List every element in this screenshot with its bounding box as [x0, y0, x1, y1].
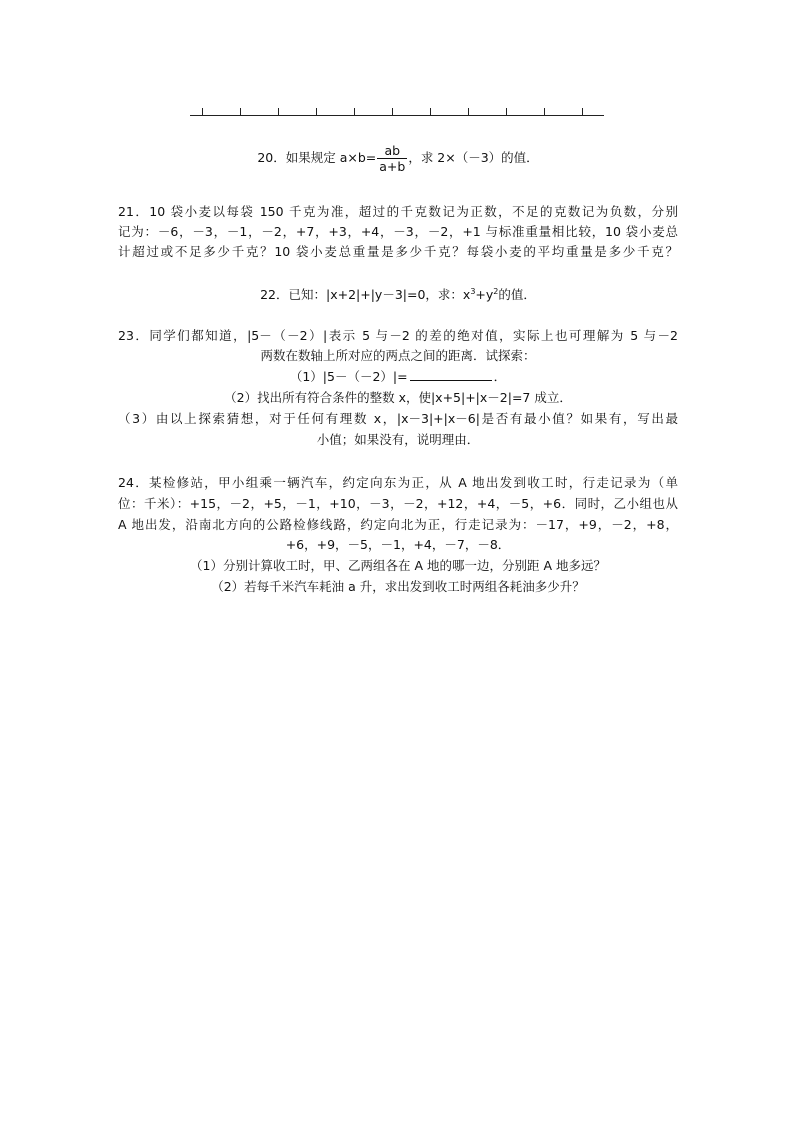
- q22-text-mid: +y: [475, 287, 494, 302]
- q20-fraction-denominator: a+b: [379, 159, 406, 174]
- q20-text-before: 20．如果规定 a×b=: [257, 150, 377, 165]
- number-line-tick: [278, 108, 279, 116]
- question-21-line-3: 计超过或不足多少千克？10 袋小麦总重量是多少千克？每袋小麦的平均重量是多少千克？: [118, 244, 678, 259]
- q20-text-after: ，求 2×（－3）的值．: [408, 150, 539, 165]
- question-20: [118, 142, 678, 174]
- q20-fraction: [377, 143, 407, 174]
- q20-fraction-numerator: ab: [377, 143, 407, 159]
- question-24-line-4: +6，+9，－5，－1，+4，－7，－8．: [285, 537, 511, 552]
- answer-blank: [410, 367, 492, 381]
- number-line: [190, 104, 604, 118]
- question-23-part-3-line-2: 小值；如果没有，说明理由．: [316, 432, 480, 447]
- number-line-tick: [354, 108, 355, 116]
- number-line-tick: [316, 108, 317, 116]
- q22-text-after: 的值．: [498, 287, 536, 302]
- question-24-part-1: （1）分别计算收工时，甲、乙两组各在 A 地的哪一边，分别距 A 地多远？: [190, 558, 606, 573]
- question-21-line-1: 21．10 袋小麦以每袋 150 千克为准，超过的千克数记为正数，不足的克数记为负数，分别: [118, 204, 678, 219]
- question-24-part-2: （2）若每千米汽车耗油 a 升，求出发到收工时两组各耗油多少升？: [211, 579, 585, 594]
- question-23-line-2: 两数在数轴上所对应的两点之间的距离．试探索：: [260, 348, 536, 363]
- number-line-tick: [240, 108, 241, 116]
- question-23-part-3-line-1: （3）由以上探索猜想，对于任何有理数 x，|x－3|+|x－6|是否有最小值？如果有，写出最: [118, 411, 678, 426]
- question-24-line-1: 24．某检修站，甲小组乘一辆汽车，约定向东为正，从 A 地出发到收工时，行走记录为（单: [118, 475, 678, 490]
- number-line-tick: [430, 108, 431, 116]
- question-23-part-1: [118, 367, 678, 387]
- q22-text-before: 22．已知：|x+2|+|y－3|=0，求：x: [260, 287, 471, 302]
- number-line-tick: [544, 108, 545, 116]
- question-23-line-1: 23．同学们都知道，|5－（－2）|表示 5 与－2 的差的绝对值，实际上也可理解为 5 与－2: [118, 328, 678, 343]
- question-22: [118, 285, 678, 305]
- number-line-tick: [202, 108, 203, 116]
- number-line-tick: [506, 108, 507, 116]
- question-23-part-2: （2）找出所有符合条件的整数 x，使|x+5|+|x－2|=7 成立．: [224, 390, 572, 405]
- question-21-line-2: 记为：－6，－3，－1，－2，+7，+3，+4，－3，－2，+1 与标准重量相比较，10 袋小麦总: [118, 224, 678, 239]
- number-line-axis: [190, 115, 604, 116]
- question-24-line-3: A 地出发，沿南北方向的公路检修线路，约定向北为正，行走记录为：－17，+9，－2，+8，: [118, 517, 678, 532]
- number-line-tick: [468, 108, 469, 116]
- q22-exponent-3: 3: [470, 286, 476, 296]
- q23-part-1-text: （1）|5－（－2）|=: [289, 369, 408, 384]
- q23-part-1-end: ．: [493, 369, 507, 384]
- number-line-tick: [582, 108, 583, 116]
- q22-exponent-2: 2: [493, 286, 499, 296]
- number-line-tick: [392, 108, 393, 116]
- question-24-line-2: 位：千米）：+15，－2，+5，－1，+10，－3，－2，+12，+4，－5，+6．同时，乙小组也从: [118, 496, 678, 511]
